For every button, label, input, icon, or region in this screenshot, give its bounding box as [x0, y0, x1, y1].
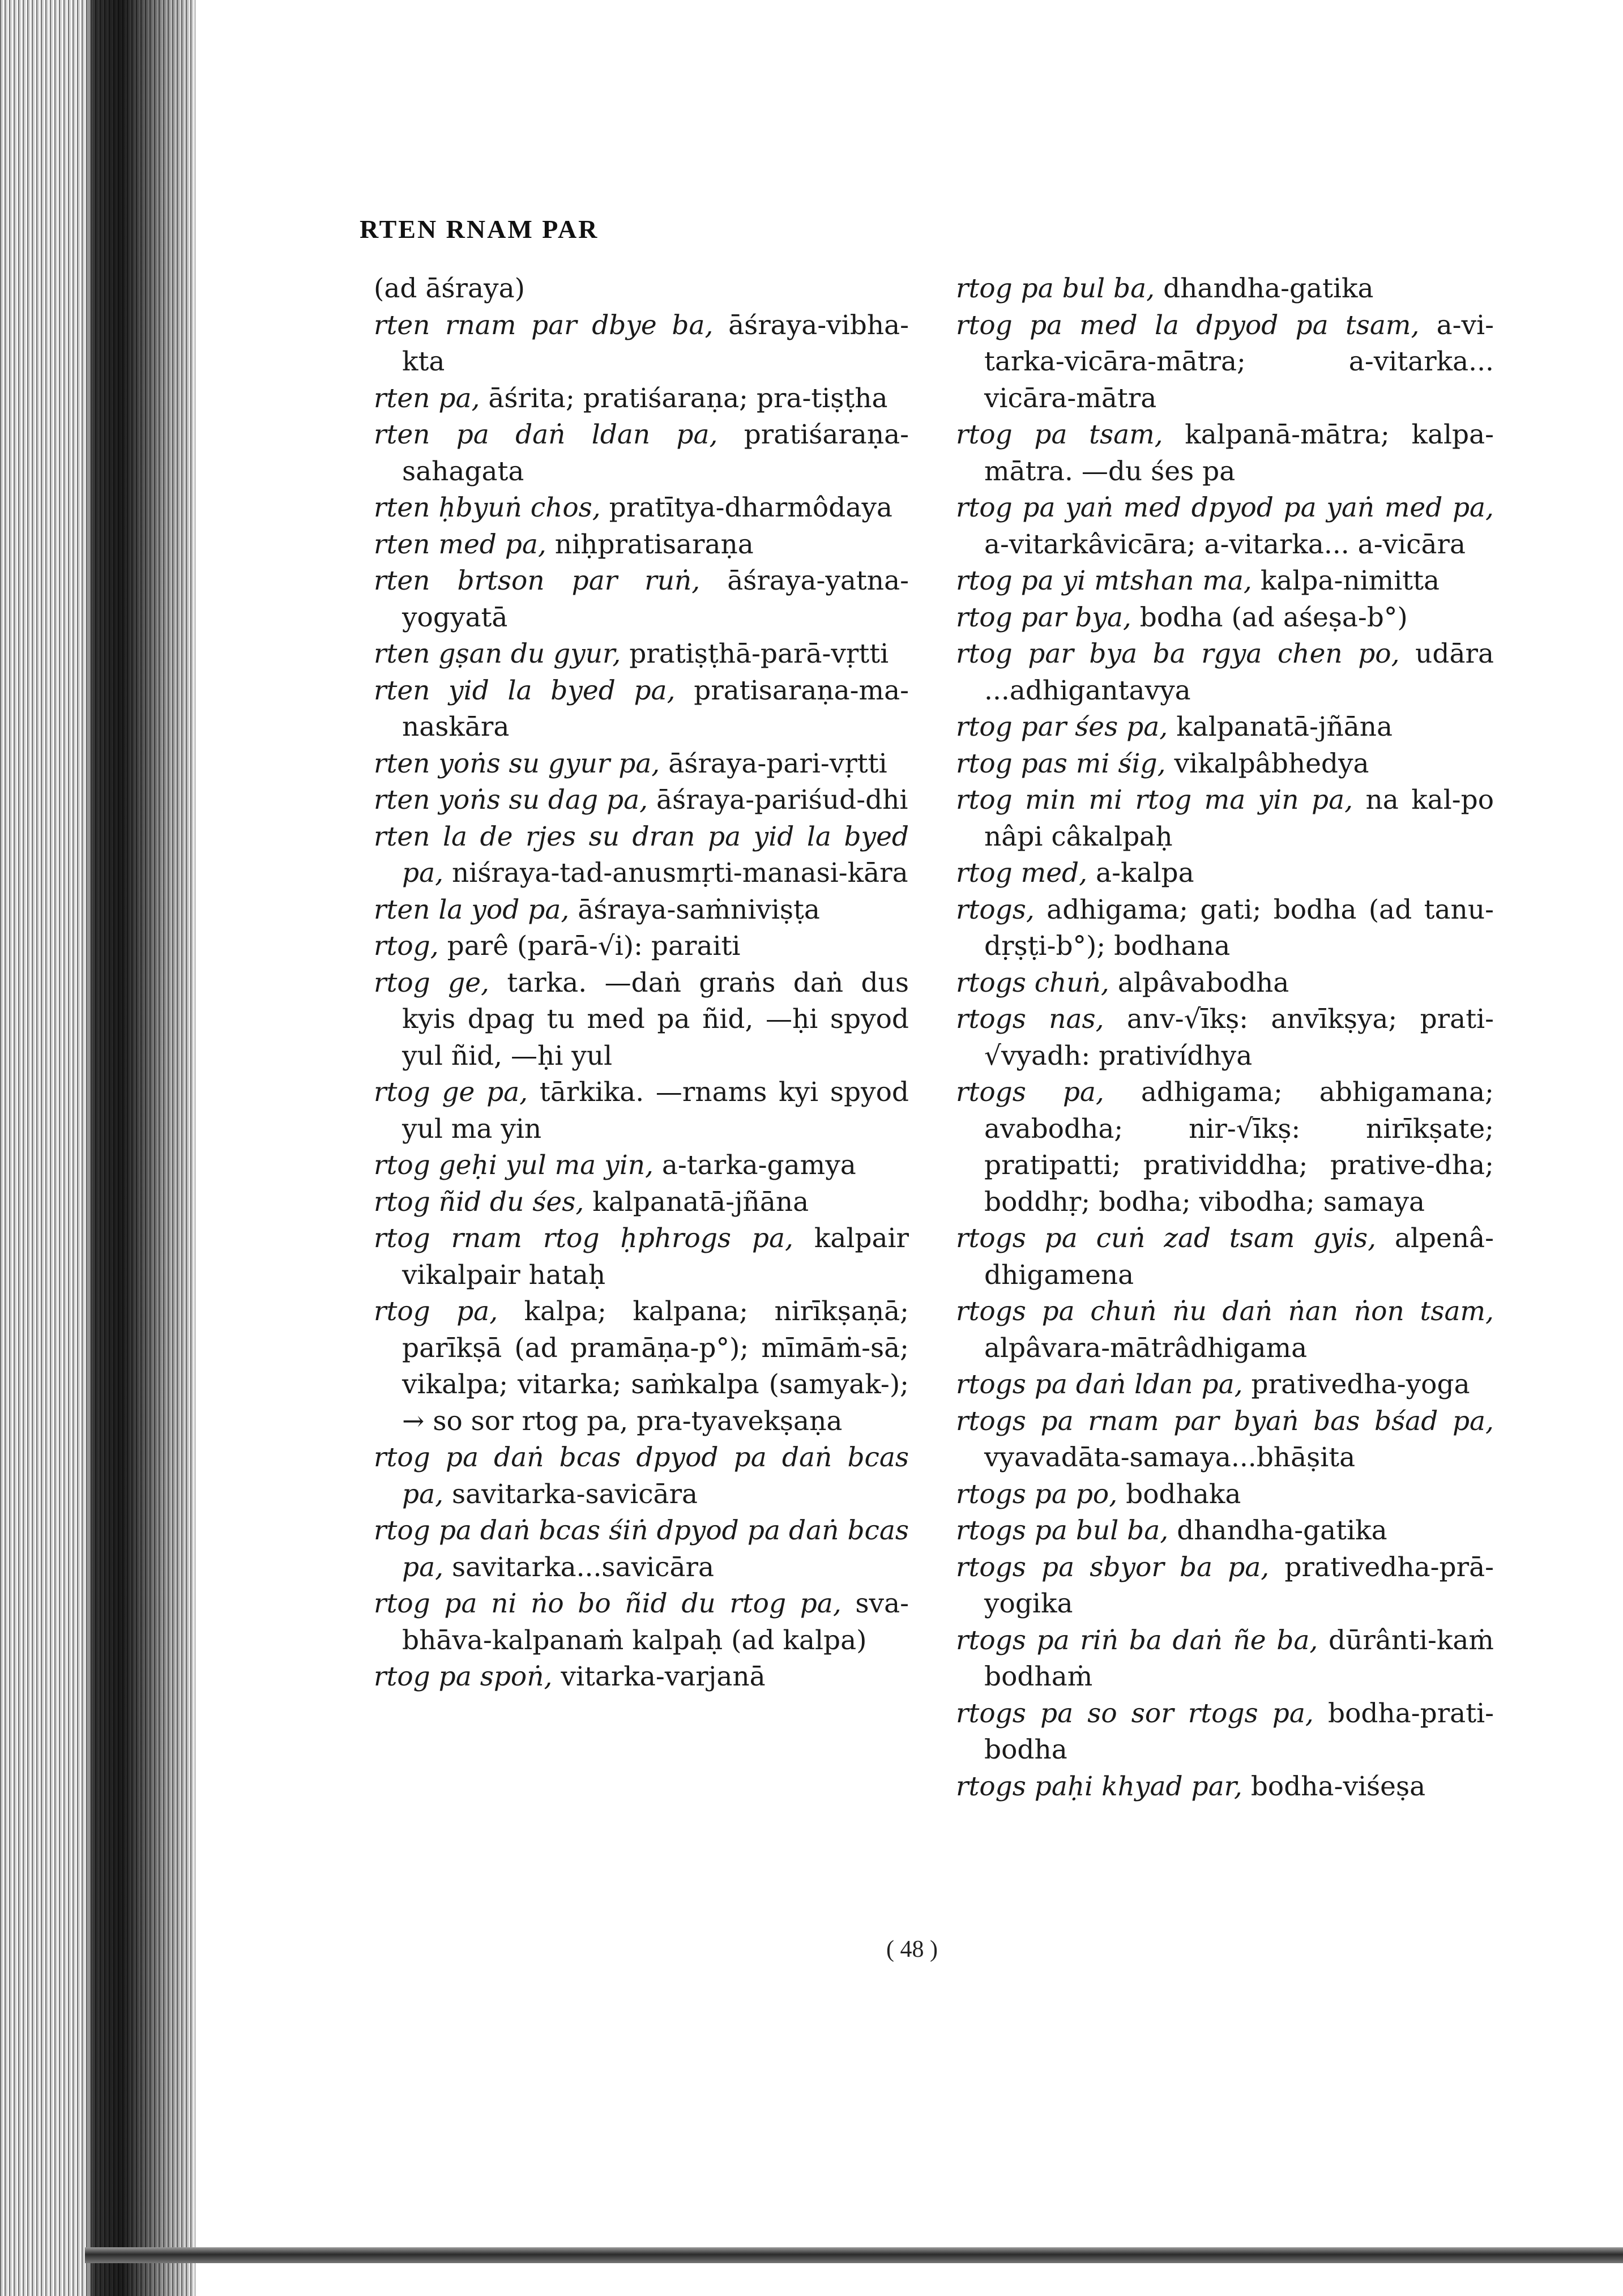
sanskrit-equivalent: alpenâ-dhigamena [984, 1223, 1494, 1291]
sanskrit-equivalent: savitarka...savicāra [452, 1551, 714, 1583]
dictionary-entry [956, 1294, 1494, 1367]
tibetan-headword: rtog ge pa, [374, 1077, 528, 1108]
tibetan-headword: rten rnam par dbye ba, [374, 309, 714, 341]
dictionary-entry [374, 527, 909, 564]
dictionary-entry [956, 563, 1494, 600]
tibetan-headword: rtogs pa rnam par byaṅ bas bśad pa, [956, 1405, 1494, 1437]
sanskrit-equivalent: vikalpâbhedya [1174, 748, 1369, 779]
tibetan-headword: rtogs pa bul ba, [956, 1515, 1169, 1546]
dictionary-entry [956, 709, 1494, 746]
sanskrit-equivalent: a-vi-tarka-vicāra-mātra; a-vitarka... vicāra-mātra [984, 309, 1494, 414]
tibetan-headword: rtog pa spoṅ, [374, 1661, 553, 1692]
sanskrit-equivalent: bodha-viśeṣa [1250, 1770, 1426, 1802]
tibetan-headword: rten gṣan du gyur, [374, 638, 621, 669]
tibetan-headword: rtogs pa daṅ ldan pa, [956, 1369, 1243, 1400]
sanskrit-equivalent: pratiśaraṇa-sahagata [402, 419, 909, 487]
dictionary-entry [374, 965, 909, 1075]
sanskrit-equivalent: bodha-prati-bodha [984, 1697, 1494, 1765]
tibetan-headword: rtog pas mi śig, [956, 748, 1166, 779]
sanskrit-equivalent: (ad āśraya) [374, 273, 525, 304]
right-column [956, 271, 1494, 1805]
tibetan-headword: rtog pa ni ṅo bo ñid du rtog pa, [374, 1588, 842, 1619]
dictionary-entry [956, 1220, 1494, 1294]
dictionary-entry [374, 1440, 909, 1513]
sanskrit-equivalent: āśraya-pari-vṛtti [668, 748, 887, 779]
tibetan-headword: rten pa, [374, 382, 480, 414]
tibetan-headword: rtogs paḥi khyad par, [956, 1770, 1242, 1802]
dictionary-entry [956, 965, 1494, 1002]
dictionary-entry [956, 1623, 1494, 1696]
dictionary-entry [374, 636, 909, 673]
dictionary-entry [956, 1403, 1494, 1476]
dictionary-entry [956, 1696, 1494, 1769]
sanskrit-equivalent: anv-√īkṣ: anvīkṣya; prati-√vyadh: prativídhya [984, 1004, 1494, 1072]
book-spine-edge [0, 0, 195, 2296]
sanskrit-equivalent: na kal-po nâpi câkalpaḥ [984, 784, 1494, 852]
tibetan-headword: rtogs chuṅ, [956, 967, 1109, 998]
tibetan-headword: rtog par bya ba rgya chen po, [956, 638, 1400, 669]
tibetan-headword: rtog par śes pa, [956, 711, 1168, 742]
sanskrit-equivalent: dhandha-gatika [1163, 273, 1374, 304]
tibetan-headword: rten brtson par ruṅ, [374, 565, 701, 596]
tibetan-headword: rten med pa, [374, 528, 546, 560]
tibetan-headword: rtog pa yaṅ med dpyod pa yaṅ med pa, [956, 492, 1494, 523]
tibetan-headword: rten la de rjes su dran pa yid la byed pa, [374, 821, 909, 889]
dictionary-entry [374, 417, 909, 490]
sanskrit-equivalent: kalpair vikalpair hataḥ [402, 1223, 909, 1291]
dictionary-entry [374, 490, 909, 527]
tibetan-headword: rtog pa yi mtshan ma, [956, 565, 1252, 596]
dictionary-entry [374, 381, 909, 417]
page-number: ( 48 ) [886, 1936, 938, 1962]
sanskrit-equivalent: tārkika. —rnams kyi spyod yul ma yin [402, 1077, 909, 1145]
dictionary-entry [374, 308, 909, 381]
left-column [374, 271, 909, 1696]
sanskrit-equivalent: āśrita; pratiśaraṇa; pra-tiṣṭha [488, 382, 888, 414]
sanskrit-equivalent: bodhaka [1126, 1478, 1241, 1510]
dictionary-entry [374, 892, 909, 929]
dictionary-entry [374, 1294, 909, 1440]
sanskrit-equivalent: vitarka-varjanā [561, 1661, 766, 1692]
dictionary-entry [956, 600, 1494, 637]
tibetan-headword: rtog par bya, [956, 601, 1131, 633]
tibetan-headword: rtogs nas, [956, 1004, 1104, 1035]
sanskrit-equivalent: niśraya-tad-anusmṛti-manasi-kāra [452, 857, 908, 889]
tibetan-headword: rtog pa bul ba, [956, 273, 1155, 304]
sanskrit-equivalent: pratītya-dharmôdaya [609, 492, 892, 523]
sanskrit-equivalent: alpâvabodha [1117, 967, 1289, 998]
tibetan-headword: rten ḥbyuṅ chos, [374, 492, 601, 523]
tibetan-headword: rten pa daṅ ldan pa, [374, 419, 718, 450]
dictionary-entry [956, 308, 1494, 417]
tibetan-headword: rtog pa, [374, 1296, 498, 1327]
sanskrit-equivalent: alpâvara-mātrâdhigama [984, 1332, 1308, 1364]
tibetan-headword: rtogs pa riṅ ba daṅ ñe ba, [956, 1624, 1318, 1656]
tibetan-headword: rtog pa tsam, [956, 419, 1163, 450]
dictionary-entry [374, 782, 909, 819]
dictionary-entry [374, 1147, 909, 1184]
sanskrit-equivalent: kalpanatā-jñāna [592, 1186, 809, 1218]
sanskrit-equivalent: kalpanā-mātra; kalpa-mātra. —du śes pa [984, 419, 1494, 487]
dictionary-entry [956, 271, 1494, 308]
dictionary-entry [956, 892, 1494, 965]
tibetan-headword: rtogs pa so sor rtogs pa, [956, 1697, 1314, 1729]
sanskrit-equivalent: pratisaraṇa-ma-naskāra [402, 675, 909, 742]
sanskrit-equivalent: vyavadāta-samaya...bhāṣita [984, 1442, 1356, 1473]
sanskrit-equivalent: sva-bhāva-kalpanaṁ kalpaḥ (ad kalpa) [402, 1588, 909, 1656]
dictionary-entry [374, 1220, 909, 1294]
dictionary-entry [374, 1513, 909, 1586]
tibetan-headword: rten yoṅs su dag pa, [374, 784, 648, 816]
tibetan-headword: rtogs pa po, [956, 1478, 1118, 1510]
dictionary-entry [374, 271, 909, 308]
tibetan-headword: rtogs pa, [956, 1077, 1104, 1108]
dictionary-entry [956, 636, 1494, 709]
dictionary-entry [374, 1659, 909, 1696]
tibetan-headword: rtogs pa cuṅ zad tsam gyis, [956, 1223, 1377, 1254]
dictionary-entry [956, 1476, 1494, 1513]
page-bottom-edge [85, 2247, 1623, 2263]
dictionary-entry [374, 1074, 909, 1147]
sanskrit-equivalent: adhigama; abhigamana; avabodha; nir-√īkṣ: nirīkṣate; pratipatti; pratividdha; prative-dha; boddhṛ; bodha; vibodha; samaya [984, 1077, 1494, 1218]
dictionary-entry [956, 1074, 1494, 1220]
dictionary-entry [374, 673, 909, 746]
tibetan-headword: rtog ñid du śes, [374, 1186, 584, 1218]
sanskrit-equivalent: adhigama; gati; bodha (ad tanu-dṛṣṭi-b°); bodhana [984, 894, 1494, 962]
dictionary-entry [374, 1184, 909, 1221]
dictionary-entry [956, 782, 1494, 855]
tibetan-headword: rtogs pa sbyor ba pa, [956, 1551, 1270, 1583]
sanskrit-equivalent: prativedha-yoga [1251, 1369, 1470, 1400]
tibetan-headword: rten yoṅs su gyur pa, [374, 748, 660, 779]
sanskrit-equivalent: pratiṣṭhā-parā-vṛtti [629, 638, 889, 669]
dictionary-entry [374, 928, 909, 965]
tibetan-headword: rtog min mi rtog ma yin pa, [956, 784, 1353, 816]
tibetan-headword: rtog, [374, 931, 439, 962]
sanskrit-equivalent: niḥpratisaraṇa [554, 528, 754, 560]
dictionary-entry [374, 819, 909, 892]
dictionary-entry [956, 1513, 1494, 1550]
tibetan-headword: rtog med, [956, 857, 1088, 889]
dictionary-entry [956, 490, 1494, 563]
tibetan-headword: rtogs pa chuṅ ṅu daṅ ṅan ṅon tsam, [956, 1296, 1494, 1327]
dictionary-entry [956, 1769, 1494, 1806]
sanskrit-equivalent: bodha (ad aśeṣa-b°) [1139, 601, 1408, 633]
dictionary-entry [956, 417, 1494, 490]
dictionary-entry [374, 746, 909, 783]
tibetan-headword: rtog pa med la dpyod pa tsam, [956, 309, 1420, 341]
sanskrit-equivalent: savitarka-savicāra [452, 1478, 698, 1510]
tibetan-headword: rten la yod pa, [374, 894, 570, 925]
sanskrit-equivalent: prativedha-prā-yogika [984, 1551, 1494, 1619]
sanskrit-equivalent: dūrânti-kaṁ bodhaṁ [984, 1624, 1494, 1692]
dictionary-entry [956, 855, 1494, 892]
dictionary-entry [956, 1001, 1494, 1074]
sanskrit-equivalent: parê (parā-√i): paraiti [447, 931, 741, 962]
tibetan-headword: rtog pa daṅ bcas dpyod pa daṅ bcas pa, [374, 1442, 909, 1510]
tibetan-headword: rtog rnam rtog ḥphrogs pa, [374, 1223, 793, 1254]
sanskrit-equivalent: āśraya-pariśud-dhi [656, 784, 908, 816]
tibetan-headword: rtog pa daṅ bcas śiṅ dpyod pa daṅ bcas pa, [374, 1515, 909, 1583]
sanskrit-equivalent: āśraya-saṁniviṣṭa [578, 894, 820, 925]
running-header: RTEN RNAM PAR [360, 215, 599, 244]
sanskrit-equivalent: dhandha-gatika [1177, 1515, 1387, 1546]
dictionary-entry [956, 746, 1494, 783]
dictionary-entry [374, 563, 909, 636]
dictionary-entry [374, 1586, 909, 1659]
dictionary-entry [956, 1367, 1494, 1403]
sanskrit-equivalent: a-vitarkâvicāra; a-vitarka... a-vicāra [984, 528, 1466, 560]
sanskrit-equivalent: kalpa; kalpana; nirīkṣaṇā; parīkṣā (ad pramāṇa-p°); mīmāṁ-sā; vikalpa; vitarka; saṁkalpa (samyak-); → so sor rtog pa, pra-tyavekṣaṇa [402, 1296, 909, 1437]
sanskrit-equivalent: a-kalpa [1096, 857, 1194, 889]
dictionary-entry [956, 1550, 1494, 1623]
sanskrit-equivalent: āśraya-yatna-yogyatā [402, 565, 909, 633]
tibetan-headword: rten yid la byed pa, [374, 675, 676, 706]
sanskrit-equivalent: a-tarka-gamya [661, 1150, 856, 1181]
sanskrit-equivalent: āśraya-vibha-kta [402, 309, 909, 377]
tibetan-headword: rtog geḥi yul ma yin, [374, 1150, 654, 1181]
sanskrit-equivalent: kalpanatā-jñāna [1176, 711, 1393, 742]
sanskrit-equivalent: tarka. —daṅ graṅs daṅ dus kyis dpag tu med pa ñid, —ḥi spyod yul ñid, —ḥi yul [402, 967, 909, 1072]
sanskrit-equivalent: kalpa-nimitta [1260, 565, 1440, 596]
tibetan-headword: rtogs, [956, 894, 1035, 925]
tibetan-headword: rtog ge, [374, 967, 489, 998]
sanskrit-equivalent: udāra ...adhigantavya [984, 638, 1494, 706]
